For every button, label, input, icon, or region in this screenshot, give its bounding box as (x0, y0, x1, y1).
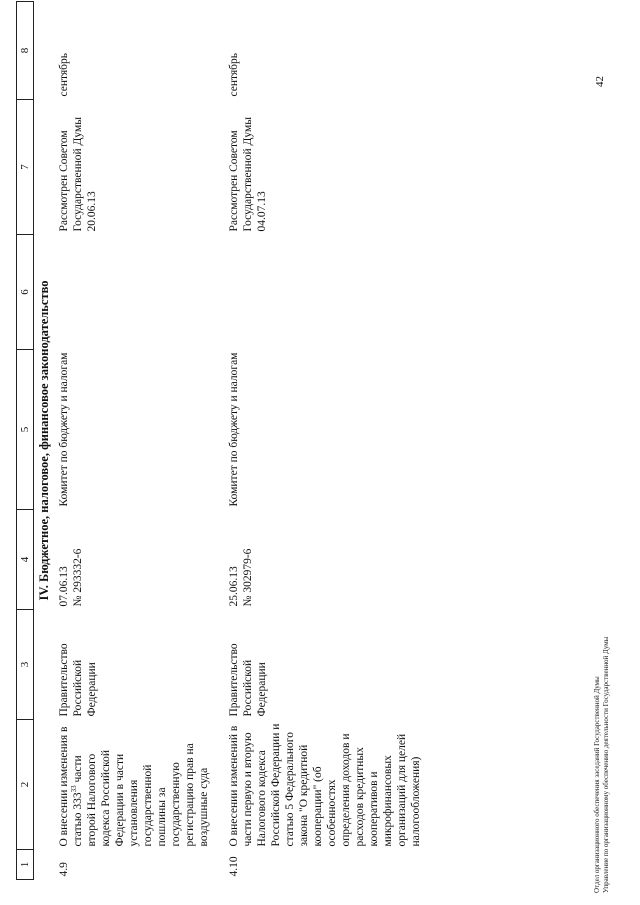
status: Рассмотрен Советом Государственной Думы 04.07.13 (228, 117, 268, 232)
planned-month: сентябрь (228, 52, 240, 97)
column-number: 1 (17, 850, 34, 880)
footer (593, 637, 611, 893)
column-numbers-row (17, 2, 34, 880)
submission (213, 510, 425, 610)
submission (55, 510, 213, 610)
registration-number: № 302979-6 (242, 548, 254, 607)
committee: Комитет по бюджету и налогам (58, 352, 70, 507)
bill-title-text: О внесении изменения в статью 333 (58, 726, 84, 847)
footer-line-1: Отдел организационного обеспечения заседаний Государственной Думы (593, 676, 601, 893)
planned-month: сентябрь (58, 52, 70, 97)
initiator: Правительство Российской Федерации (228, 643, 268, 717)
section-title: IV. Бюджетное, налоговое, финансовое законодательство (37, 280, 51, 601)
initiator: Правительство Российской Федерации (58, 643, 98, 717)
column-number: 8 (17, 2, 34, 100)
submission-date: 07.06.13 (58, 566, 70, 607)
column-number: 4 (17, 510, 34, 610)
column-6-cell (213, 235, 425, 350)
table-row (55, 2, 213, 880)
row-number: 4.9 (58, 862, 70, 877)
committee: Комитет по бюджету и налогам (228, 352, 240, 507)
status: Рассмотрен Советом Государственной Думы 20.06.13 (58, 117, 98, 232)
bill-title-text: О внесении изменений в части первую и вторую Налогового кодекса Российской Федерации и статью 5 Федерального закона "О кредитной кооперации" (об особенностях определения доходов и расходов кредитных кооперативов и микрофинансовых организаций для целей налогообложения) (228, 723, 422, 847)
bill-title-text-rest: части второй Налогового кодекса Российской Федерации в части установления государственной пошлины за государственную регистрацию прав на воздушные суда (72, 743, 210, 847)
bill-title-superscript: 33 (70, 785, 79, 793)
legislation-table (16, 1, 425, 880)
column-number: 2 (17, 720, 34, 850)
column-6-cell (55, 235, 213, 350)
section-row (34, 2, 56, 880)
page-number: 42 (594, 76, 606, 87)
table-row (213, 2, 425, 880)
footer-line-2: Управление по организационному обеспечению деятельности Государственной Думы (602, 636, 610, 893)
column-number: 7 (17, 100, 34, 235)
registration-number: № 293332-6 (72, 548, 84, 607)
bill-title (213, 720, 425, 850)
submission-date: 25.06.13 (228, 566, 240, 607)
column-number: 5 (17, 350, 34, 510)
bill-title (55, 720, 213, 850)
column-number: 3 (17, 610, 34, 720)
column-number: 6 (17, 235, 34, 350)
row-number: 4.10 (228, 856, 240, 877)
